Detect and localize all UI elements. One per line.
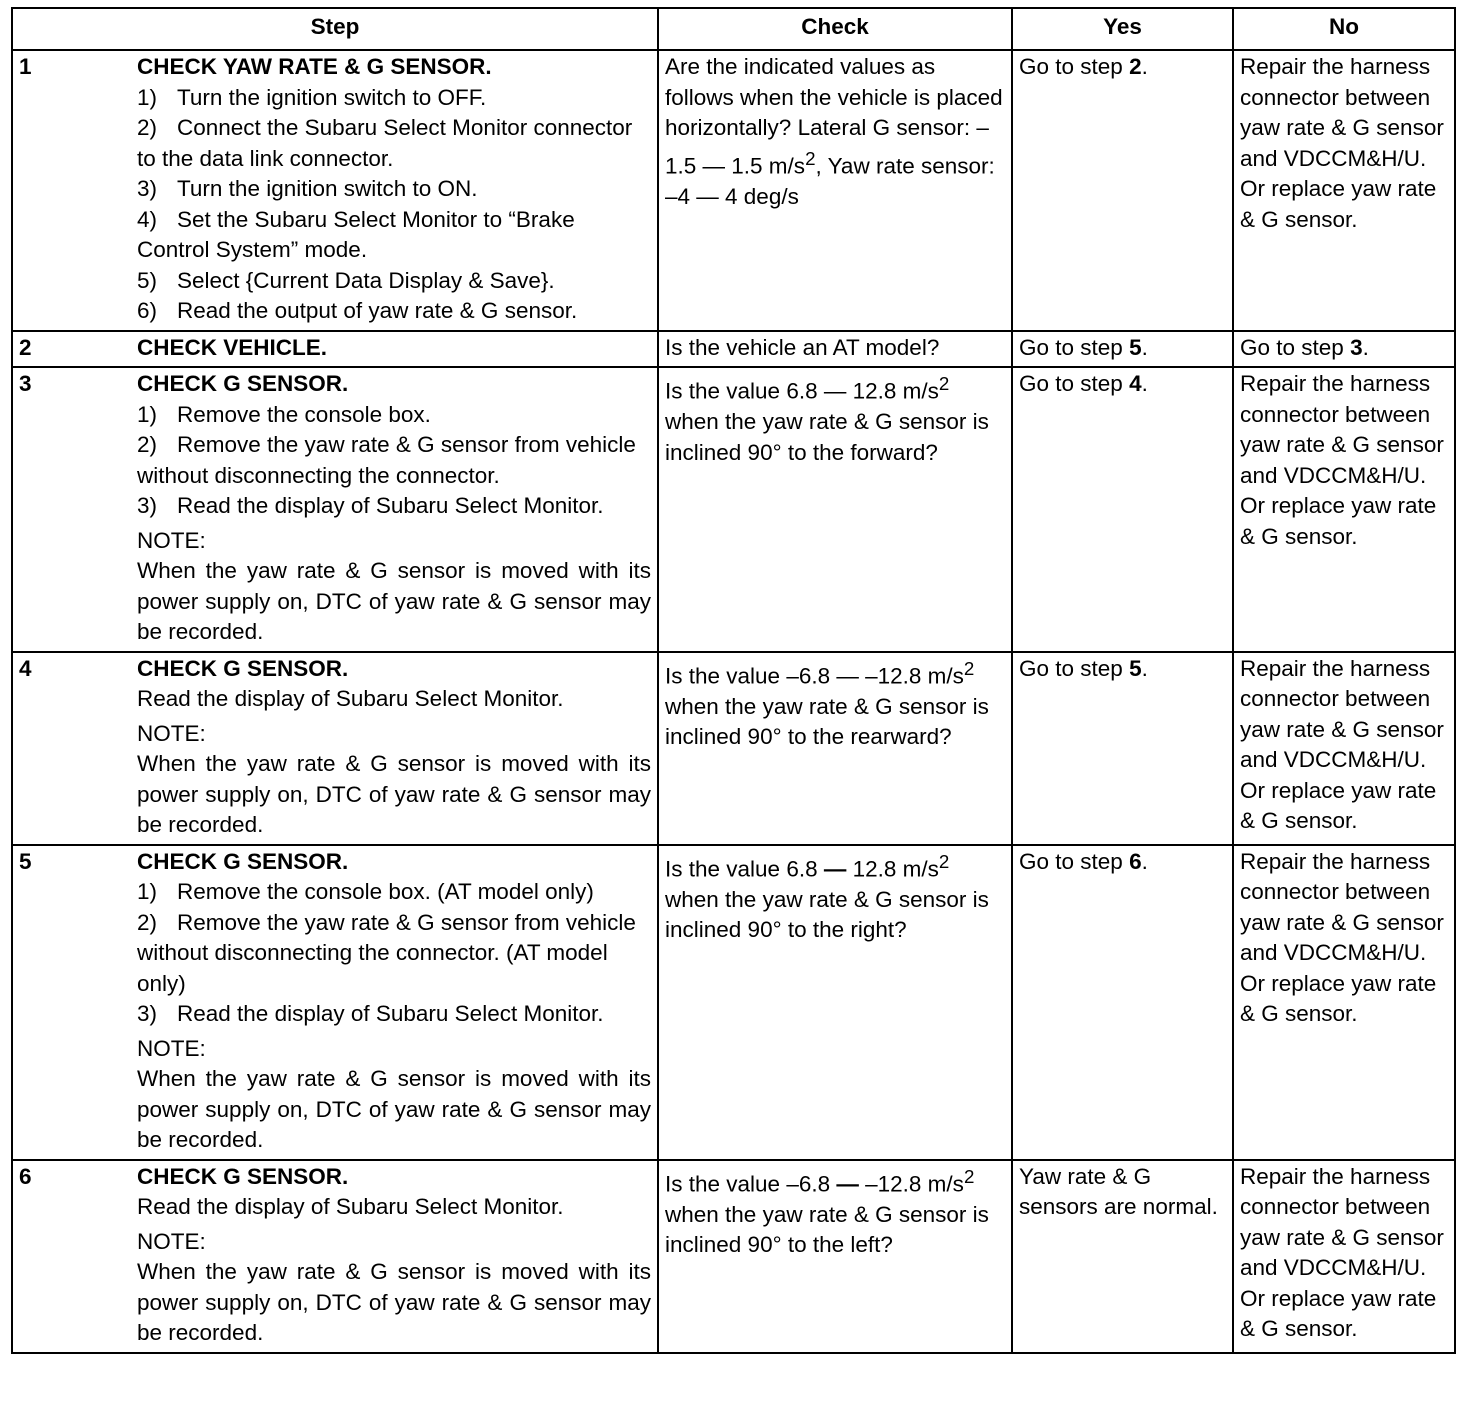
instruction-number: 2) — [137, 115, 158, 140]
yes-cell — [1012, 367, 1233, 652]
instruction-text: Read the display of Subaru Select Monitor. — [177, 1001, 604, 1026]
check-cell — [658, 50, 1012, 331]
check-cell — [658, 367, 1012, 652]
instruction-text: Remove the console box. — [177, 401, 431, 427]
step-cell — [12, 331, 658, 368]
step-body — [137, 369, 651, 648]
step-reference: 5 — [1129, 334, 1142, 360]
step-reference: 6 — [1129, 848, 1142, 874]
yes-cell — [1012, 1160, 1233, 1353]
table-body — [12, 50, 1455, 1353]
step-wrap — [19, 369, 651, 648]
step-number: 3 — [19, 371, 32, 396]
step-title: CHECK G SENSOR. — [137, 655, 349, 681]
step-reference: 5 — [1129, 655, 1142, 681]
step-number: 4 — [19, 655, 32, 681]
step-title: CHECK G SENSOR. — [137, 371, 349, 396]
instruction-number: 2) — [137, 432, 158, 457]
check-cell — [658, 845, 1012, 1160]
table-row — [12, 50, 1455, 331]
instruction-text: Remove the yaw rate & G sensor from vehicle without disconnecting the connector. (AT model only) — [137, 909, 636, 996]
yes-cell — [1012, 331, 1233, 368]
step-cell — [12, 845, 658, 1160]
check-text: Is the value 6.8 — 12.8 $m/s^2$ when the yaw rate & G sensor is inclined 90° to the right? — [665, 850, 989, 942]
instruction-number: 4) — [137, 206, 158, 232]
yes-cell — [1012, 652, 1233, 845]
yes-text: Go to step 4. — [1019, 371, 1148, 396]
header-yes: Yes — [1012, 8, 1233, 50]
step-instruction — [137, 400, 651, 431]
step-title: CHECK VEHICLE. — [137, 334, 328, 360]
instruction-text: Turn the ignition switch to OFF. — [177, 84, 487, 110]
step-cell — [12, 367, 658, 652]
no-text: Repair the harness connector between yaw rate & G sensor and VDCCM&H/U. Or replace yaw rate & G sensor. — [1240, 848, 1444, 1026]
instruction-number: 1) — [137, 84, 158, 110]
instruction-number: 1) — [137, 401, 158, 427]
step-number: 6 — [19, 1163, 32, 1189]
header-check: Check — [658, 8, 1012, 50]
step-instruction — [137, 113, 651, 174]
table-row — [12, 367, 1455, 652]
no-cell — [1233, 1160, 1455, 1353]
no-text: Repair the harness connector between yaw rate & G sensor and VDCCM&H/U. Or replace yaw rate & G sensor. — [1240, 371, 1444, 549]
step-reference: 3 — [1350, 334, 1363, 360]
no-text: Repair the harness connector between yaw rate & G sensor and VDCCM&H/U. Or replace yaw rate & G sensor. — [1240, 54, 1444, 232]
yes-text: Yaw rate & G sensors are normal. — [1019, 1163, 1218, 1219]
note-text: When the yaw rate & G sensor is moved with its power supply on, DTC of yaw rate & G sensor may be recorded. — [137, 751, 651, 837]
instruction-number: 6) — [137, 298, 158, 323]
step-instruction — [137, 174, 651, 205]
note-label: NOTE: — [137, 1035, 206, 1061]
table-header-row — [12, 8, 1455, 50]
step-cell — [12, 50, 658, 331]
step-instruction — [137, 491, 651, 522]
step-instruction: Read the display of Subaru Select Monitor. — [137, 1194, 564, 1219]
instruction-number: 3) — [137, 493, 158, 518]
yes-cell — [1012, 50, 1233, 331]
instruction-text: Remove the yaw rate & G sensor from vehicle without disconnecting the connector. — [137, 432, 636, 488]
step-number: 2 — [19, 334, 32, 360]
step-wrap — [19, 1162, 651, 1349]
step-instruction — [137, 296, 651, 327]
step-body — [137, 52, 651, 327]
step-wrap — [19, 52, 651, 327]
step-title: CHECK G SENSOR. — [137, 1163, 349, 1189]
step-title: CHECK G SENSOR. — [137, 848, 349, 874]
step-instruction — [137, 266, 651, 297]
check-text: Is the value –6.8 — –12.8 $m/s^2$ when the yaw rate & G sensor is inclined 90° to the left? — [665, 1165, 989, 1257]
step-instruction — [137, 999, 651, 1030]
step-reference: 2 — [1129, 54, 1142, 79]
note-text: When the yaw rate & G sensor is moved with its power supply on, DTC of yaw rate & G sensor may be recorded. — [137, 558, 651, 644]
instruction-text: Remove the console box. (AT model only) — [177, 879, 594, 904]
no-text: Repair the harness connector between yaw rate & G sensor and VDCCM&H/U. Or replace yaw rate & G sensor. — [1240, 1163, 1444, 1341]
step-title: CHECK YAW RATE & G SENSOR. — [137, 54, 492, 79]
check-cell — [658, 331, 1012, 368]
no-cell — [1233, 50, 1455, 331]
check-text: Are the indicated values as follows when the vehicle is placed horizontally? Lateral G sensor: –1.5 — 1.5 $m/s^2$, Yaw rate sensor: –4 — 4 deg/s — [665, 54, 1003, 209]
yes-text: Go to step 6. — [1019, 848, 1148, 874]
step-instruction — [137, 430, 651, 491]
instruction-number: 2) — [137, 909, 158, 935]
instruction-number: 3) — [137, 176, 158, 201]
step-cell — [12, 1160, 658, 1353]
note-label: NOTE: — [137, 720, 206, 746]
instruction-text: Read the output of yaw rate & G sensor. — [177, 298, 578, 323]
table-row — [12, 331, 1455, 368]
yes-cell — [1012, 845, 1233, 1160]
step-body — [137, 1162, 651, 1349]
check-text: Is the vehicle an AT model? — [665, 334, 940, 360]
step-instruction: Read the display of Subaru Select Monitor. — [137, 686, 564, 711]
step-cell — [12, 652, 658, 845]
header-no: No — [1233, 8, 1455, 50]
step-body — [137, 654, 651, 841]
step-reference: 4 — [1129, 371, 1142, 396]
no-cell — [1233, 845, 1455, 1160]
note-label: NOTE: — [137, 1228, 206, 1254]
step-body — [137, 847, 651, 1156]
instruction-text: Select {Current Data Display & Save}. — [177, 267, 555, 293]
no-cell — [1233, 367, 1455, 652]
step-body — [137, 333, 651, 364]
no-text: Repair the harness connector between yaw rate & G sensor and VDCCM&H/U. Or replace yaw rate & G sensor. — [1240, 655, 1444, 833]
table-row — [12, 652, 1455, 845]
step-number: 1 — [19, 54, 32, 79]
step-instruction — [137, 83, 651, 114]
step-wrap — [19, 847, 651, 1156]
step-number: 5 — [19, 848, 32, 874]
step-instruction — [137, 205, 651, 266]
yes-text: Go to step 5. — [1019, 334, 1148, 360]
yes-text: Go to step 5. — [1019, 655, 1148, 681]
note-text: When the yaw rate & G sensor is moved with its power supply on, DTC of yaw rate & G sensor may be recorded. — [137, 1259, 651, 1345]
yes-text: Go to step 2. — [1019, 54, 1148, 79]
table-row — [12, 1160, 1455, 1353]
step-instruction — [137, 908, 651, 1000]
instruction-text: Set the Subaru Select Monitor to “Brake Control System” mode. — [137, 206, 575, 262]
no-cell — [1233, 652, 1455, 845]
instruction-number: 3) — [137, 1001, 158, 1026]
diagnostic-procedure-sheet — [11, 7, 1454, 1354]
step-wrap — [19, 654, 651, 841]
instruction-number: 1) — [137, 879, 158, 904]
no-text: Go to step 3. — [1240, 334, 1369, 360]
instruction-text: Connect the Subaru Select Monitor connector to the data link connector. — [137, 115, 633, 171]
header-step: Step — [12, 8, 658, 50]
check-cell — [658, 652, 1012, 845]
note-label: NOTE: — [137, 527, 206, 553]
instruction-text: Turn the ignition switch to ON. — [177, 176, 478, 201]
step-instruction — [137, 877, 651, 908]
check-text: Is the value –6.8 — –12.8 $m/s^2$ when the yaw rate & G sensor is inclined 90° to the rearward? — [665, 657, 989, 749]
no-cell — [1233, 331, 1455, 368]
instruction-text: Read the display of Subaru Select Monitor. — [177, 493, 604, 518]
check-cell — [658, 1160, 1012, 1353]
step-wrap — [19, 333, 651, 364]
check-text: Is the value 6.8 — 12.8 $m/s^2$ when the yaw rate & G sensor is inclined 90° to the forward? — [665, 373, 989, 465]
diagnostic-table — [11, 7, 1456, 1354]
instruction-number: 5) — [137, 267, 158, 293]
table-row — [12, 845, 1455, 1160]
note-text: When the yaw rate & G sensor is moved with its power supply on, DTC of yaw rate & G sensor may be recorded. — [137, 1066, 651, 1152]
